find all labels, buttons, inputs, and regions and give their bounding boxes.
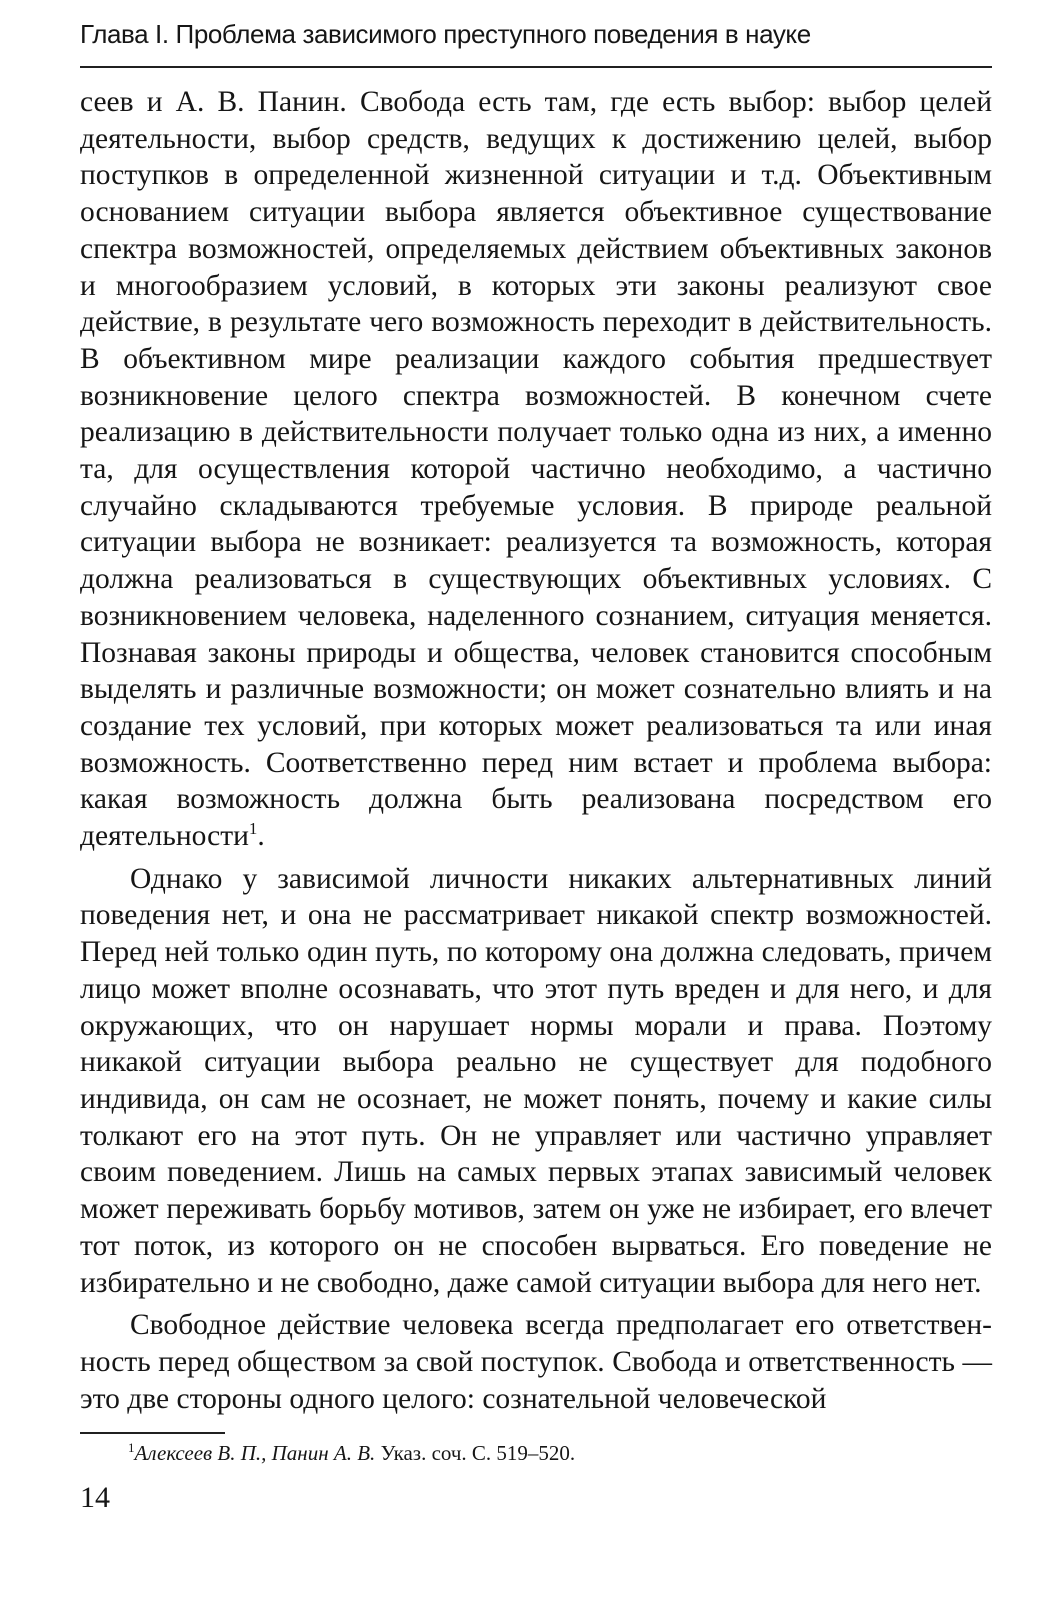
paragraph-1-period: . — [257, 820, 265, 853]
main-text — [80, 84, 992, 1417]
paragraph-1 — [80, 84, 992, 855]
paragraph-2: Однако у зависимой личности никаких альтернативных линий поведения нет, и она не рассматривает никакой спектр возможностей. Перед ней только один путь, по которому она должна следовать, причем лицо может вполне осознавать, что этот путь вреден и для него, и для окружающих, что он нарушает нормы морали и права. Поэтому никакой ситуации выбора реально не существует для подобного индивида, он сам не осознает, не может понять, почему и какие силы толкают его на этот путь. Он не управляет или частично управляет своим поведением. Лишь на самых первых этапах зависимый человек может переживать борьбу мотивов, затем он уже не избирает, его влечет тот поток, из которого он не способен вырваться. Его поведение не избирательно и не свободно, даже самой ситуации выбора для него нет. — [80, 862, 992, 1299]
footnote-authors: Алексеев В. П., Панин А. В. — [134, 1441, 376, 1465]
paragraph-3: Свободное действие человека всегда предполагает его ответственность перед обществом за свой поступок. Свобода и ответственность — это две стороны одного целого: сознательной человеческой — [80, 1309, 992, 1415]
page-number: 14 — [80, 1481, 110, 1514]
footnote-citation: Указ. соч. С. 519–520. — [375, 1441, 576, 1465]
footnote-reference: 1 — [248, 819, 258, 839]
footnote-marker: 1 — [128, 1440, 135, 1455]
footnote — [128, 1438, 988, 1468]
paragraph-1-text: сеев и А. В. Панин. Свобода есть там, где есть выбор: выбор целей деятельности, выбор средств, ведущих к достижению целей, выбор поступков в определенной жизненной ситуации и т.д. Объективным основанием ситуации выбора является объективное существование спектра возможностей, определяемых действием объективных законов и многообразием условий, в которых эти законы реализуют свое действие, в результате чего возможность переходит в действительность. В объективном мире реализации каждого события предшествует возникновение целого спектра возможностей. В конечном счете реализацию в действительности получает только одна из них, а именно та, для осуществления которой частично необходимо, а частично случайно складываются требуемые условия. В природе реальной ситуации выбора не возникает: реализуется та возможность, которая должна реализоваться в существующих объективных условиях. С возникновением человека, наделенного сознанием, ситуация меняется. Познавая законы природы и общества, человек становится способным выделять и различные возможности; он может сознательно влиять и на создание тех условий, при которых может реализоваться та или иная возможность. Соответственно перед ним встает и проблема выбора: какая возможность должна быть реализована посредством его деятельности — [80, 86, 992, 853]
footnote-rule — [80, 1432, 225, 1434]
running-header: Глава I. Проблема зависимого преступного поведения в науке — [80, 19, 811, 49]
header-rule — [80, 66, 992, 68]
